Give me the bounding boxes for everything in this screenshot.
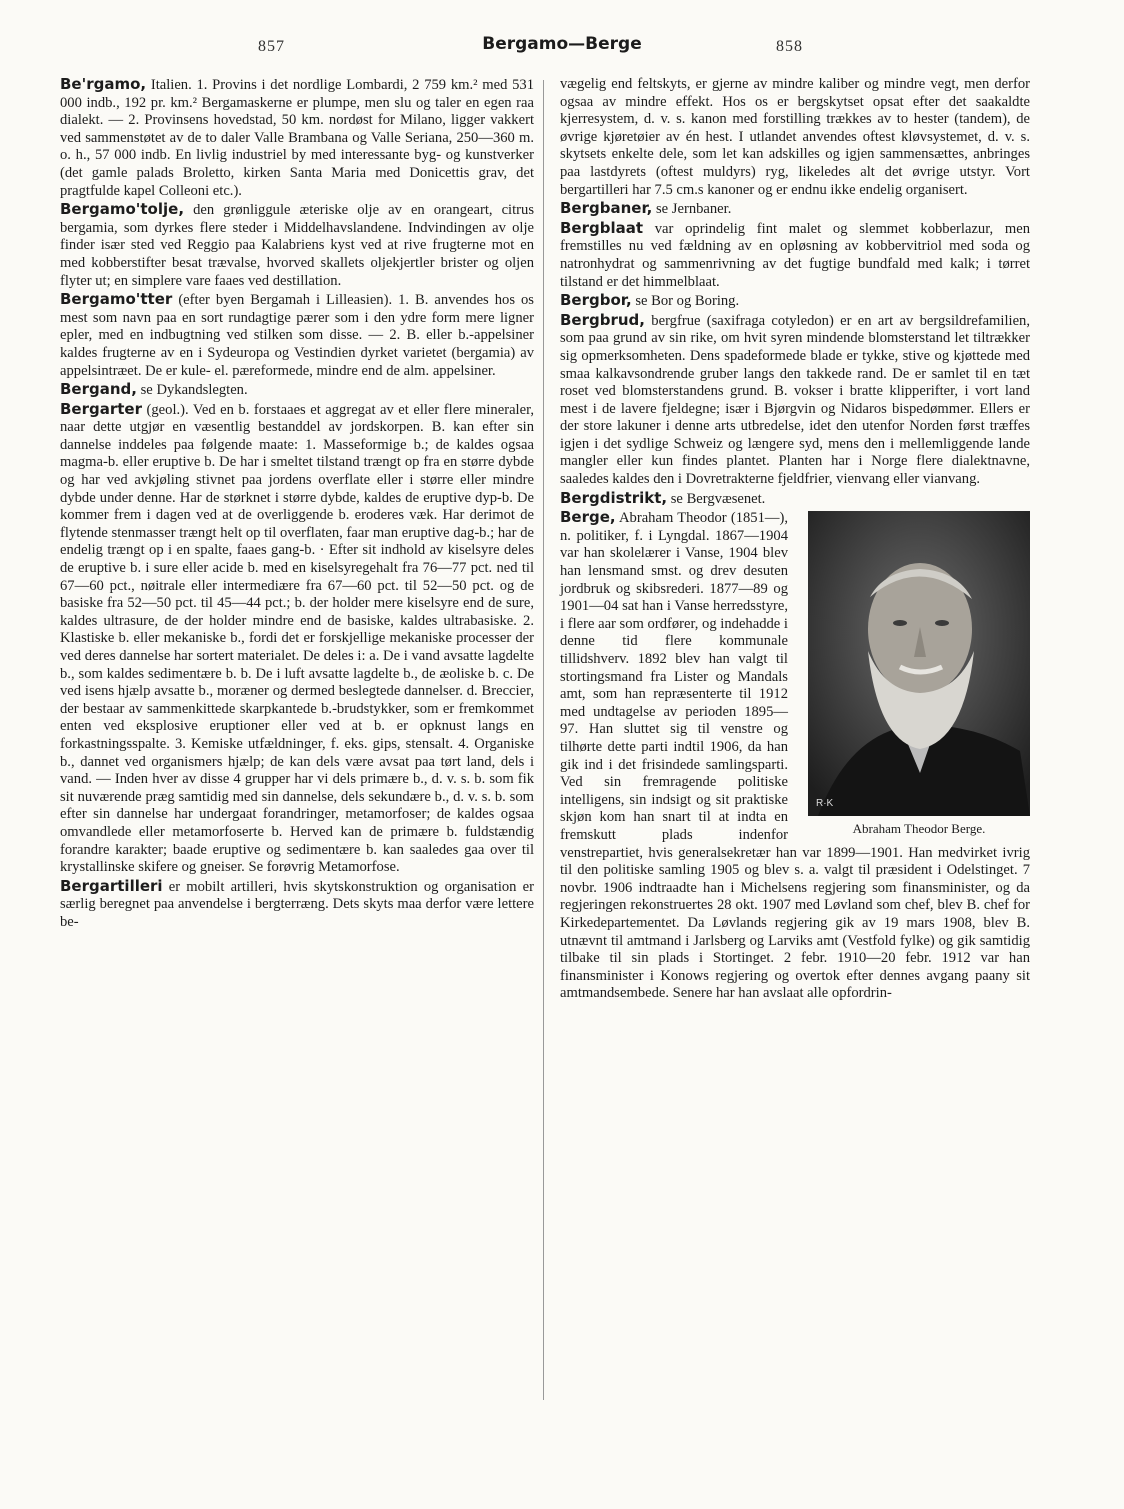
portrait-figure: [798, 511, 1030, 838]
entry-text: se Bor og Boring.: [631, 293, 740, 310]
entry-text: den grønliggule æteriske olje av en orangeart, citrus bergamia, som dyrkes flere steder i Middelhavslandene. Indvindingen av olje finder især sted ved Reggio paa Kalabriens kyst ved at rive frugterne mot en med kobberstifter besat trævalse, hvorved skallets oljekjertler brister og oljen flyter ut; en simplere vare faaes ved destillation.: [60, 202, 534, 289]
entry-continuation: [560, 76, 1030, 199]
entry-bergamo: [60, 76, 534, 200]
entry-bergdistrikt: [560, 490, 1030, 509]
entry-bergbrud: [560, 312, 1030, 489]
headword: Bergamo'tter: [60, 290, 173, 309]
portrait-signature: R·K: [816, 797, 834, 809]
headword: Bergbaner,: [560, 199, 653, 218]
entry-bergblaat: [560, 220, 1030, 291]
entry-bergartilleri: [60, 878, 534, 932]
entry-text: se Bergvæsenet.: [667, 490, 766, 507]
entry-bergarter: [60, 401, 534, 877]
entry-text: se Jernbaner.: [652, 201, 732, 218]
page-number-right: 858: [776, 38, 803, 55]
entry-text: (geol.). Ved en b. forstaaes et aggregat av et eller flere mineraler, naar dette utgjør en væsentlig bestanddel av jordskorpen. B. kan efter sin dannelse inddeles paa følgende maate: 1. Masseformige b.; de kaldes ogsaa magma-b. eller eruptive b. De har i smeltet tilstand trængt op fra en større dybde og har ved avkjøling stivnet paa jordens overflate eller i større eller mindre dybde under denne. Har de størknet i større dybde, kaldes de eruptive dyp-b. De kommer frem i dagen ved at de overliggende b. eroderes væk. Har derimot de flytende stenmasser trængt helt op til overflaten, faar man eruptive dag-b.; har de endelig trængt op i en spalte, faaes gang-b. · Efter sit indhold av kiselsyre deles de eruptive b. i sure eller acide b. med en kiselsyregehalt fra 76—77 pct. ned til 67—60 pct., nøitrale eller intermediære fra 67—60 pct. til 52—50 pct. og de basiske fra 52—50 pct. til 45—44 pct.; b. der holder mere kiselsyre end de sure, kaldes ultrasure, de der holder mindre end de basiske, kaldes ultrabasiske. 2. Klastiske b. eller mekaniske b., fordi det er forskjellige mekaniske processer der ved deres dannelse har sortert materialet. De deles i: a. De i vand avsatte lagdelte b., som kaldes sedimentære b. b. De i luft avsatte lagdelte b., de æoliske b. c. De ved isens hjælp avsatte b., moræner og dermed beslegtede dannelser. d. Breccier, der bestaar av sammenkittede skarpkantede b.-brudstykker, som er fremkommet enten ved eksplosive eruptioner eller ved at b. er opknust langs en forkastningsspalte. 3. Kemiske utfældninger, f. eks. gips, stensalt. 4. Organiske b., dannet ved organismers hjælp; de kan dels være avsat paa tørt land, dels i vand. — Inden hver av disse 4 grupper har vi dels primære b., d. v. s. b. som fik sit nuværende præg samtidig med sin dannelse, dels sekundære b., d. v. s. b. som efter sin dannelse har undergaat forandringer, metamorfoser; de kaldes ogsaa omvandlede eller metamorfoserte b. Herved kan de primære b. fuldstændig forandre karakter; baade eruptive og sedimentære b. kan saaledes gaa over til krystallinske skifere og gneiser. Se forøvrig Metamorfose.: [60, 401, 534, 876]
column-divider: [543, 80, 544, 1400]
left-column: [60, 76, 534, 933]
entry-text: se Dykandslegten.: [136, 382, 248, 399]
headword: Bergarter: [60, 399, 143, 418]
entry-text: var oprindelig fint malet og slemmet kobberlazur, men fremstilles nu ved fældning av en opløsning av kobbervitriol med soda og natronhydrat og sammenrivning av det fugtige bundfald med kalk; i tørret tilstand er det himmelblaat.: [560, 220, 1030, 290]
entry-text: vægelig end feltskyts, er gjerne av mindre kaliber og mindre vegt, men derfor ogsaa av mindre effekt. Hos os er bergskytset opsat efter det saakaldte kjerresystem, d. v. s. kanon med forstilling trækkes av to hester (tandem), de øvrige kjøretøier av én hest. I utlandet anvendes oftest kløvsystemet, d. v. s. skytsets enkelte dele, som let kan adskilles og igjen sammensættes, anbringes paa lastdyrets (oftest muldyrs) ryg, likeledes alt det øvrige utstyr. Vort bergartilleri har 7.5 cm.s kanoner og er endnu ikke endelig organisert.: [560, 76, 1030, 198]
headword: Bergand,: [60, 380, 137, 399]
headword: Bergamo'tolje,: [60, 200, 185, 219]
page-number-left: 857: [258, 38, 285, 55]
entry-text: Abraham Theodor (1851—), n. politiker, f. i Lyngdal. 1867—1904 var han skolelærer i Vanse, 1904 blev han lensmand smst. og drev desuten jordbruk og skibsrederi. 1877—89 og 1901—04 sat han i Vanse herredsstyre, i flere aar som ordfører, og indehadde i denne tid flere kommunale tillidshverv. 1892 blev han valgt til stortingsmand fra Lister og Mandals amt, som han repræsenterte til 1912 med undtagelse av perioden 1895—97. Han sluttet sig til venstre og tilhørte dette parti indtil 1906, da han gik ind i det frisindede samlingsparti. Ved sin fremragende politiske intelligens, sin indsigt og sit praktiske skjøn kom han snart til at indta en fremskutt plads indenfor venstrepartiet, hvis generalsekretær han var 1899—1901. Han medvirket ivrig til den politiske samling 1905 og blev s. a. valgt til præsident i Odelstinget. 7 novbr. 1906 indtraadte han i Michelsens regjering som finansminister, og da regjeringen rekonstruertes 28 okt. 1907 med Løvland som chef, blev B. chef for Kirkedepartementet. Da Løvlands regjering gik av 19 mars 1908, blev B. utnævnt til amtmand i Jarlsberg og Larviks amt (Vestfold fylke) og gik samtidig tilbake til sin plads i Stortinget. 2 febr. 1910—20 febr. 1912 var han finansminister i Konows regjering og overtok efter dennes avgang paany sit amtmandsembede. Senere har han avslaat alle opfordrin-: [560, 510, 1030, 1002]
entry-bergamotolje: [60, 201, 534, 290]
entry-text: (efter byen Bergamah i Lilleasien). 1. B. anvendes hos os mest som navn paa en sort rundagtige pærer som i den ydre form mere ligner epler, med en indbugtning ved stilken som disse. — 2. B. eller b.-appelsiner kaldes frugterne av en i Sydeuropa og Vestindien dyrket varietet (bergamia) av appelsintræet. De er kule- el. pæreformede, mindre end de alm. appelsiner.: [60, 292, 534, 379]
portrait-image-icon: [808, 511, 1030, 816]
entry-text: Italien. 1. Provins i det nordlige Lombardi, 2 759 km.² med 531 000 indb., 192 pr. km.² Bergamaskerne er plumpe, men slu og taler en egen raa dialekt. — 2. Provinsens hovedstad, 50 km. nordøst for Milano, ligger vakkert ved sammenstøtet av de to daler Valle Brambana og Valle Seriana, 250—360 m. o. h., 57 000 indb. En livlig industriel by med interessante byg- og kunstverker (det gamle palads Broletto, kirken Santa Maria med Donicettis grav, det pragtfulde kapel Colleoni etc.).: [60, 77, 534, 199]
headword: Bergartilleri: [60, 876, 163, 895]
headword: Bergdistrikt,: [560, 488, 668, 507]
entry-text: bergfrue (saxifraga cotyledon) er en art av bergsildrefamilien, som paa grund av sin rike, om hvit syren mindende blomsterstand let tiltrækker sig opmerksomheten. Dens spadeformede blade er tykke, stive og kjøttede med smaa kalkavsondrende gruber langs den takkede rand. De er samlet til en tæt roset ved blomsterstandens grund. B. vokser i bratte klipperifter, i vort land mest i de lavere fjeldegne; især i Bjørgvin og Nidaros bispedømmer. Ellers er der store lakuner i denne arts utbredelse, idet den utenfor Norden først træffes igjen i det sydlige Schweiz og længere syd, mens den i mellemliggende lande mangler eller kun findes plantet. Planten har i Norge flere dialektnavne, saaledes kaldes den i Dovretrakterne fjeldfrier, vienvang eller vianvang.: [560, 312, 1030, 488]
headword: Bergblaat: [560, 218, 644, 237]
entry-bergamotter: [60, 291, 534, 380]
portrait-photo: [808, 511, 1030, 816]
entry-bergand: [60, 381, 534, 400]
entry-text: er mobilt artilleri, hvis skytskonstruktion og organisation er særlig beregnet paa anvendelse i bergterræng. Dets skyts maa derfor være lettere be-: [60, 878, 534, 930]
portrait-caption: Abraham Theodor Berge.: [852, 821, 986, 837]
running-title: Bergamo—Berge: [482, 34, 642, 54]
entry-bergbor: [560, 292, 1030, 311]
headword: Bergbrud,: [560, 310, 645, 329]
entry-bergbaner: [560, 200, 1030, 219]
right-column: [560, 76, 1030, 1004]
headword: Be'rgamo,: [60, 75, 147, 93]
page-header: [0, 34, 1124, 64]
headword: Berge,: [560, 508, 616, 527]
headword: Bergbor,: [560, 291, 632, 310]
